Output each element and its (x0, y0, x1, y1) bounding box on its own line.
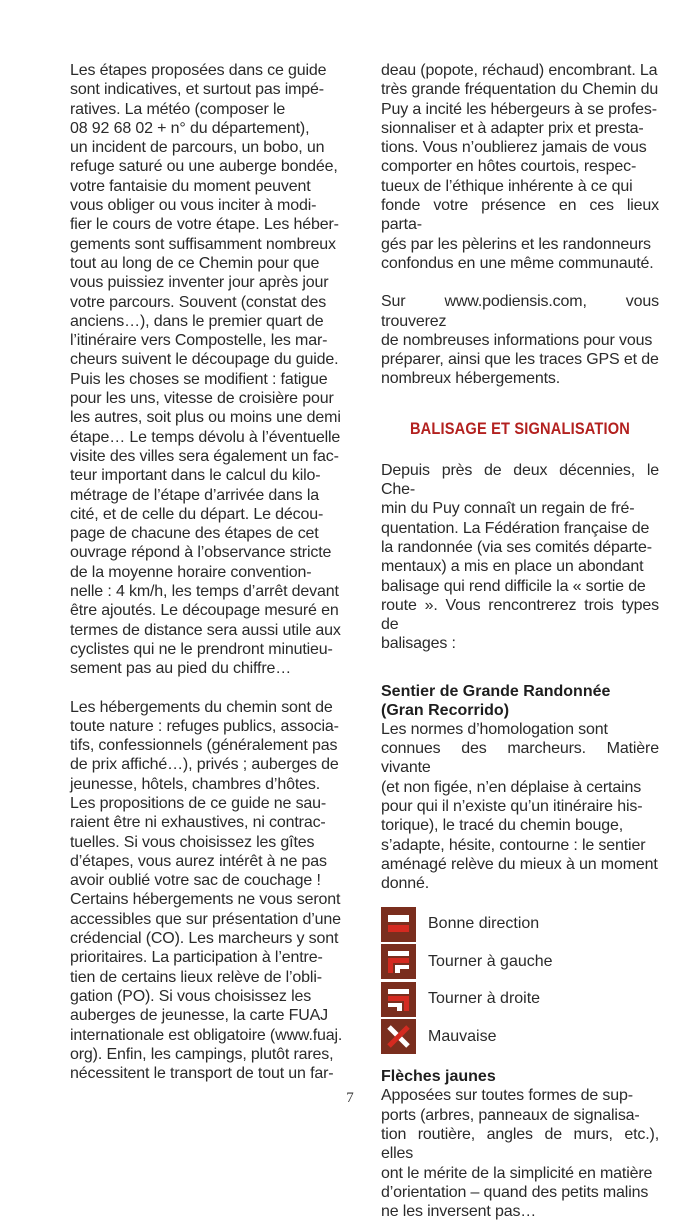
marker-legend (381, 905, 659, 1055)
turn-left-marker-icon (381, 944, 416, 979)
legend-label: Bonne direction (428, 915, 540, 933)
paragraph-accommodations-cont: deau (popote, réchaud) encombrant. La très grande fréquentation du Chemin du Puy a incité les hébergeurs à se profes- sionnaliser et à adapter prix et presta- tions. Vous n’oublierez jamais de vous comporter en hôtes courtois, respec- tueux de l’éthique inhérente à ce qui fonde votre présence en ces lieux parta- gés par les pèlerins et les randonneurs confondus en une même communauté. (381, 62, 659, 272)
paragraph-accommodations: Les hébergements du chemin sont de toute nature : refuges publics, associa- tifs, confessionnels (généralement pas de prix affiché…), privés ; auberges de jeunesse, hôtels, chambres d’hôtes. Les propositions de ce guide ne sau- raient être ni exhaustives, ni contrac- tuelles. Si vous choisissez les gîtes d’étapes, vous aurez intérêt à ne pas avoir oublié votre sac de couchage ! Certains hébergements ne vous seront accessibles que sur présentation d’une crédencial (CO). Les marcheurs y sont prioritaires. La participation à l’entre- tien de certains lieux relève de l’obli- gation (PO). Si vous choisissez les auberges de jeunesse, la carte FUAJ internationale est obligatoire (www.fuaj. org). Enfin, les campings, plutôt rares, nécessitent le transport de tout un far- (70, 698, 343, 1083)
wrong-way-marker-icon (381, 1019, 416, 1054)
paragraph-website: Sur www.podiensis.com, vous trouverez de nombreuses informations pour vous préparer, ainsi que les traces GPS et de nombreux hébergements. (381, 293, 659, 388)
paragraph-yellow-arrows: Apposées sur toutes formes de sup- ports (arbres, panneaux de signalisa- tion routière, angles de murs, etc.), elles ont le mérite de la simplicité en matière d’orientation – quand des petits malins ne les inversent pas… (381, 1087, 659, 1221)
legend-label: Mauvaise (428, 1027, 497, 1045)
paragraph-stages: Les étapes proposées dans ce guide sont indicatives, et surtout pas impé- ratives. La météo (composer le 08 92 68 02 + n° du département), un incident de parcours, un bobo, un refuge saturé ou une auberge bondée, votre fantaisie du moment peuvent vous obliger ou vous inciter à modi- fier le cours de votre étape. Les héber- gements sont suffisamment nombreux tout au long de ce Chemin pour que vous puissiez inventer jour après jour votre parcours. Souvent (constat des anciens…), dans le premier quart de l’itinéraire vers Compostelle, les mar- cheurs suivent le découpage du guide. Puis les choses se modifient : fatigue pour les uns, vitesse de croisière pour les autres, soit plus ou moins une demi étape… Le temps dévolu à l’éventuelle visite des villes sera également un fac- teur important dans le calcul du kilo- métrage de l’étape d’arrivée dans la cité, et de celle du départ. Le décou- page de chacune des étapes de cet ouvrage répond à l’observance stricte de la moyenne horaire convention- nelle : 4 km/h, les temps d’arrêt devant être ajoutés. Le découpage mesuré en termes de distance sera aussi utile aux cyclistes qui ne le prendront minutieu- sement pas au pied du chiffre… (70, 62, 341, 678)
legend-label: Tourner à droite (428, 990, 541, 1008)
subheading-fleches-jaunes: Flèches jaunes (381, 1068, 496, 1086)
legend-item-turn-left (381, 943, 659, 981)
subheading-grande-randonnee: Sentier de Grande Randonnée (Gran Recorrido) (381, 682, 611, 719)
page-number: 7 (346, 1090, 354, 1106)
right-column (381, 61, 659, 1221)
straight-marker-icon (381, 907, 416, 942)
legend-item-turn-right (381, 980, 659, 1018)
legend-item-wrong-way (381, 1018, 659, 1056)
paragraph-homologation: Les normes d’homologation sont connues des marcheurs. Matière vivante (et non figée, n’en déplaise à certains pour qui il n’existe qu’un itinéraire his- torique), le tracé du chemin bouge, s’adapte, hésite, contourne : le sentier aménagé relève du mieux à un moment donné. (381, 720, 659, 893)
left-column (70, 61, 350, 1083)
section-heading-balisage: BALISAGE ET SIGNALISATION (409, 418, 631, 438)
paragraph-balisage-intro: Depuis près de deux décennies, le Che- min du Puy connaît un regain de fré- quentation. La Fédération française de la randonnée (via ses comités départe- mentaux) a mis en place un abondant balisage qui rend difficile la « sortie de route ». Vous rencontrerez trois types de balisages : (381, 461, 659, 653)
turn-right-marker-icon (381, 982, 416, 1017)
legend-item-straight (381, 905, 659, 943)
legend-label: Tourner à gauche (428, 952, 553, 970)
